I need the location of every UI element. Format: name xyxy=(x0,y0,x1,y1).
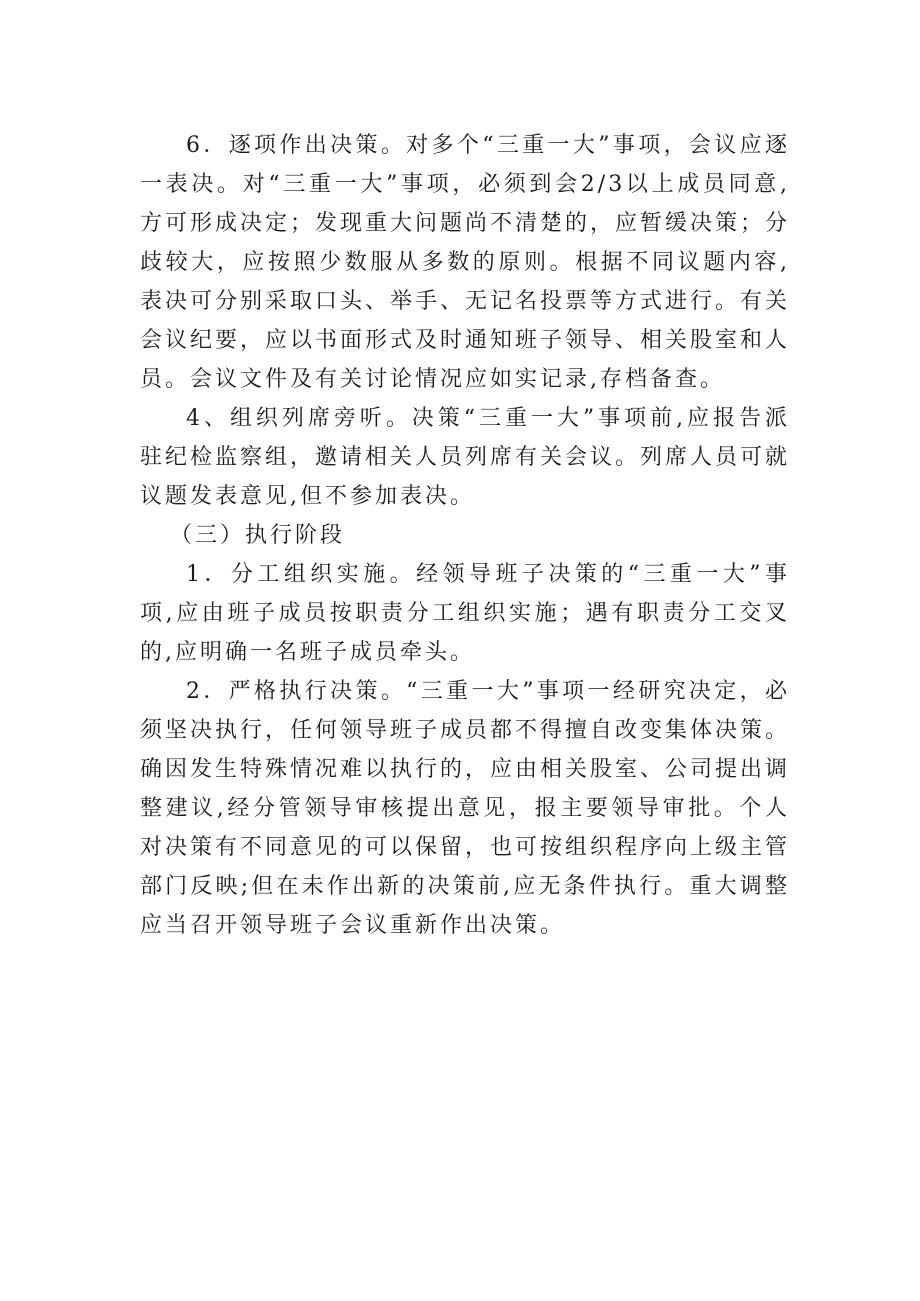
paragraph-execution-item-2: 2．严格执行决策。“三重一大”事项一经研究决定，必须坚决执行，任何领导班子成员都不得擅自改变集体决策。确因发生特殊情况难以执行的，应由相关股室、公司提出调整建议,经分管领导审核提出意见，报主要领导审批。个人对决策有不同意见的可以保留，也可按组织程序向上级主管部门反映;但在未作出新的决策前,应无条件执行。重大调整应当召开领导班子会议重新作出决策。 xyxy=(140,679,791,938)
paragraph-attendance-item-4: 4、组织列席旁听。决策“三重一大”事项前,应报告派驻纪检监察组，邀请相关人员列席有关会议。列席人员可就议题发表意见,但不参加表决。 xyxy=(140,406,791,509)
paragraph-implementation-item-1: 1．分工组织实施。经领导班子决策的“三重一大”事项,应由班子成员按职责分工组织实施；遇有职责分工交叉的,应明确一名班子成员牵头。 xyxy=(140,562,790,665)
paragraph-decision-item-6: 6．逐项作出决策。对多个“三重一大”事项，会议应逐一表决。对“三重一大”事项，必须到会2/3以上成员同意,方可形成决定；发现重大问题尚不清楚的，应暂缓决策；分歧较大，应按照少数服从多数的原则。根据不同议题内容,表决可分别采取口头、举手、无记名投票等方式进行。有关会议纪要，应以书面形式及时通知班子领导、相关股室和人员。会议文件及有关讨论情况应如实记录,存档备查。 xyxy=(140,133,791,392)
document-body xyxy=(140,126,790,945)
section-heading-execution-stage: （三）执行阶段 xyxy=(170,523,346,548)
